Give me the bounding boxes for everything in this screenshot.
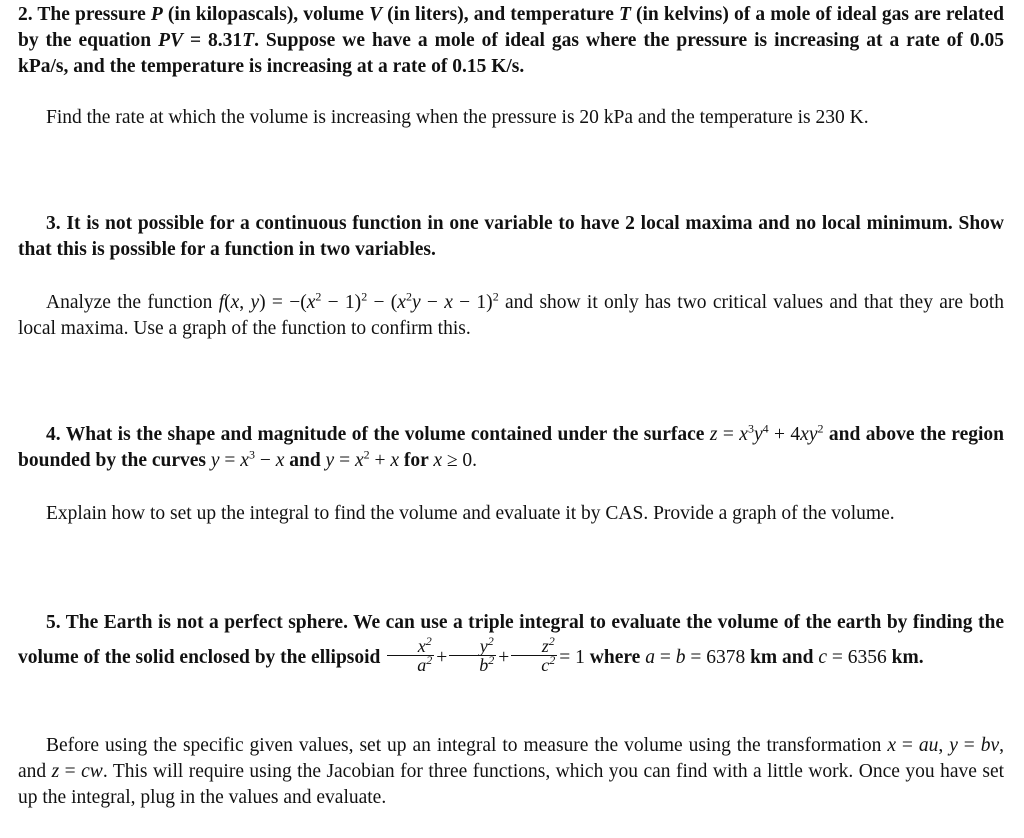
problem-3-number: 3. <box>46 213 61 234</box>
problem-5-number: 5. <box>46 612 61 633</box>
problem-4-task: Explain how to set up the integral to find the volume and evaluate it by CAS. Provide a graph of the volume. <box>46 503 895 524</box>
problem-5-task-tail: This will require using the Jacobian for three functions, which you can find with a little work. Once you have set up the integral, plug in the values and evaluate. <box>18 761 1005 808</box>
problem-4-question: 4. What is the shape and magnitude of the volume contained under the surface $z = x^3y^4 + 4xy^2$ and above the region bounded by the curves $y = x^3 - x$ and $y = x^2 + x$ for x ≥ 0. <box>18 421 1005 471</box>
problem-5-task: Before using the specific given values, set up an integral to measure the volume using the transformation x = au, y = bv, and z = cw. This will require using the Jacobian for three functions, which you can find with a little work. Once you have set up the integral, plug in the values and evaluate. <box>18 735 1005 808</box>
problem-2-statement-tail: mole of ideal gas are related by the equation <box>18 4 1005 51</box>
problem-5-task-lead: Before using the specific given values, set up an integral to measure the volume using the transformation <box>46 735 882 756</box>
problem-5-question-lead: The Earth is not a perfect sphere. We can use a triple integral to evaluate the volume of the earth by finding the volume of the solid enclosed by the ellipsoid <box>18 612 1004 668</box>
problem-3-task-tail: and show it only has two critical values and that they are both local maxima. Use a graph of the function to confirm this. <box>18 292 1005 339</box>
problem-3-task: Analyze the function f(x, $y) = -(x^2 - 1)^2 - (x^2y - x - 1)^2$ and show it only has two critical values and that they are both local maxima. Use a graph of the function to confirm this. <box>18 289 1005 339</box>
problem-4-question-lead: What is the shape and magnitude of the volume contained under the surface <box>65 424 705 445</box>
problem-2-question: 2. The pressure P (in kilopascals), volume V (in liters), and temperature T (in kelvins) of a mole of ideal gas are related by the equation PV = 8.31T. Suppose we have a mole of ideal gas where the pressure is increasing at a rate of 0.05 kPa/s, and the temperature is increasing at a rate of 0.15 K/s. <box>18 4 1005 77</box>
problem-4-number: 4. <box>46 424 61 445</box>
problem-3-question-text: It is not possible for a continuous function in one variable to have 2 local maxima and no local minimum. Show that this is possible for a function in two variables. <box>18 213 1004 260</box>
problem-2-task: Find the rate at which the volume is increasing when the pressure is 20 kPa and the temperature is 230 K. <box>46 107 869 128</box>
problem-3-task-lead: Analyze the function <box>46 292 213 313</box>
problem-3-question <box>18 211 1004 263</box>
problem-2-rates: Suppose we have a mole of ideal gas where the pressure is increasing at a rate of 0.05 kPa/s, and the temperature is increasing at a rate of 0.15 K/s. <box>18 30 1005 77</box>
problem-2-prefix: The pressure <box>37 4 146 25</box>
problem-2-number: 2. <box>18 4 33 25</box>
problem-5-question: 5. The Earth is not a perfect sphere. We can use a triple integral to evaluate the volume of the earth by finding the volume of the solid enclosed by the ellipsoid $\frac{x^2}{a^2}$ + $\frac{y^2}{b^2}$ + $\frac{z^2}{c^2}$ = 1 where a = b = 6378 km and c = 6356 km. <box>18 612 1004 675</box>
